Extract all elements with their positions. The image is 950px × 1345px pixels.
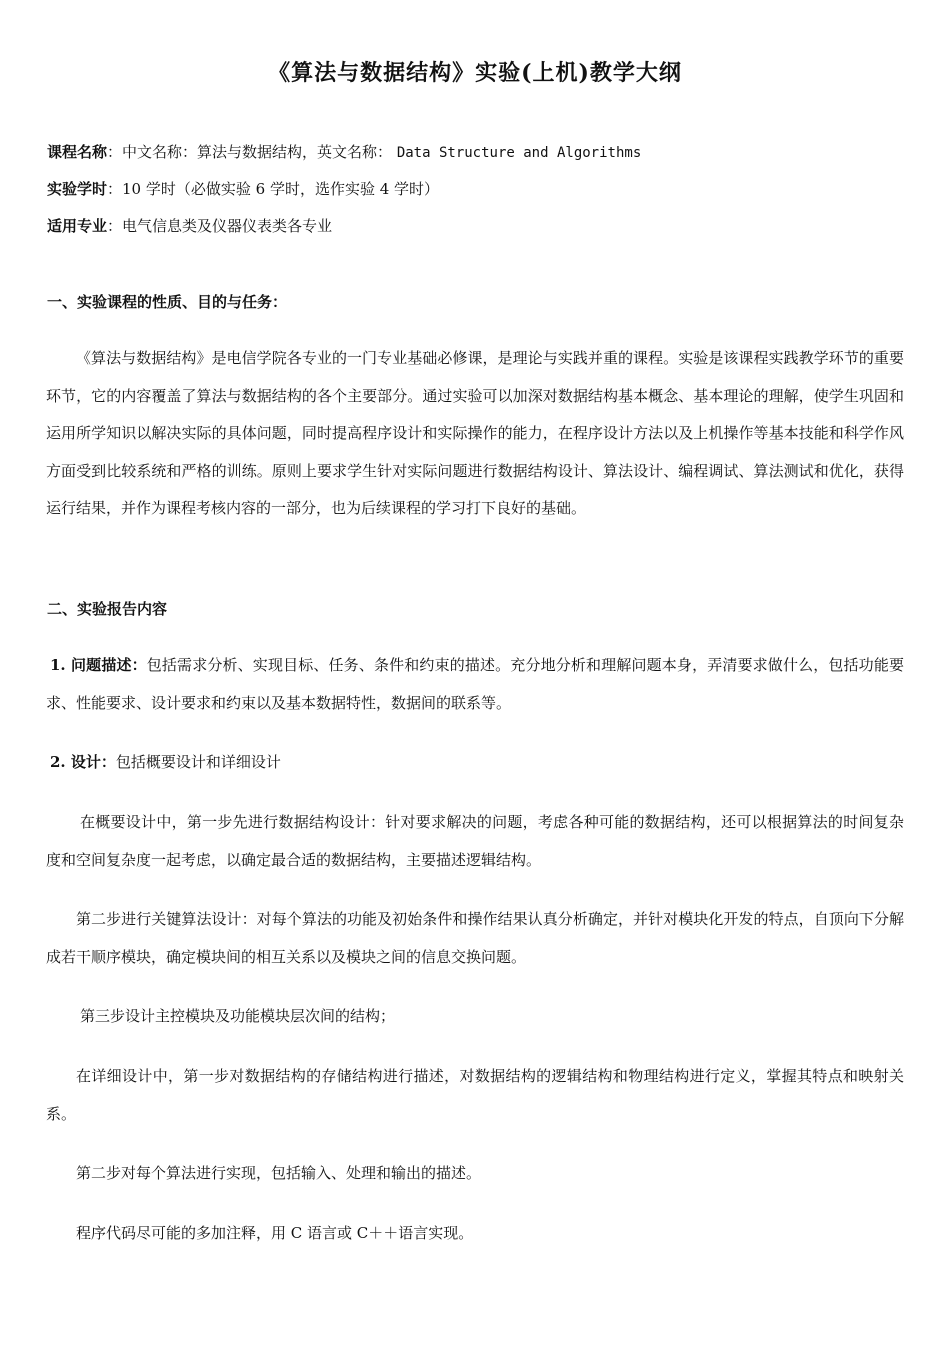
- outline-step2-paragraph: 第二步进行关键算法设计：对每个算法的功能及初始条件和操作结果认真分析确定，并针对模块化开发的特点，自顶向下分解成若干顺序模块，确定模块间的相互关系以及模块之间的信息交换问题。: [46, 910, 904, 966]
- item2-paragraph: [46, 744, 904, 782]
- item2-label: 2. 设计：: [50, 753, 116, 771]
- course-name-value-cn: ：中文名称：算法与数据结构，英文名称：: [107, 143, 393, 161]
- outline-step1-paragraph: 在概要设计中，第一步先进行数据结构设计：针对要求解决的问题，考虑各种可能的数据结构，还可以根据算法的时间复杂度和空间复杂度一起考虑，以确定最合适的数据结构，主要描述逻辑结构。: [46, 813, 904, 869]
- hours-line: [47, 179, 439, 199]
- item2-body: 包括概要设计和详细设计: [115, 753, 281, 771]
- section1-body: 《算法与数据结构》是电信学院各专业的一门专业基础必修课，是理论与实践并重的课程。实验是该课程实践教学环节的重要环节，它的内容覆盖了算法与数据结构的各个主要部分。通过实验可以加深对数据结构基本概念、基本理论的理解，使学生巩固和运用所学知识以解决实际的具体问题，同时提高程序设计和实际操作的能力，在程序设计方法以及上机操作等基本技能和科学作风方面受到比较系统和严格的训练。原则上要求学生针对实际问题进行数据结构设计、算法设计、编程调试、算法测试和优化，获得运行结果，并作为课程考核内容的一部分，也为后续课程的学习打下良好的基础。: [46, 349, 904, 517]
- item1-label: 1. 问题描述：: [50, 656, 147, 674]
- document-title: 《算法与数据结构》实验(上机)教学大纲: [268, 60, 682, 86]
- course-name-value-en: Data Structure and Algorithms: [396, 145, 642, 161]
- item1-paragraph: [46, 647, 904, 722]
- major-value: ：电气信息类及仪器仪表类各专业: [107, 217, 333, 235]
- section2-heading: 二、实验报告内容: [47, 600, 168, 618]
- major-line: [47, 216, 332, 236]
- item1-body: 包括需求分析、实现目标、任务、条件和约束的描述。充分地分析和理解问题本身，弄清要求做什么，包括功能要求、性能要求、设计要求和约束以及基本数据特性，数据间的联系等。: [46, 656, 904, 712]
- outline-step3-paragraph: 第三步设计主控模块及功能模块层次间的结构；: [80, 1007, 396, 1025]
- course-name-label: 课程名称: [47, 143, 108, 161]
- detail-step1-paragraph: 在详细设计中，第一步对数据结构的存储结构进行描述，对数据结构的逻辑结构和物理结构进行定义，掌握其特点和映射关系。: [46, 1067, 904, 1123]
- section1-heading: 一、实验课程的性质、目的与任务：: [47, 293, 288, 311]
- major-label: 适用专业: [47, 217, 108, 235]
- hours-label: 实验学时: [47, 180, 108, 198]
- hours-value: ：10 学时（必做实验 6 学时，选作实验 4 学时）: [107, 180, 440, 198]
- course-name-line: [47, 142, 641, 163]
- detail-step2-paragraph: 第二步对每个算法进行实现，包括输入、处理和输出的描述。: [76, 1164, 482, 1182]
- code-note-paragraph: 程序代码尽可能的多加注释，用 C 语言或 C＋＋语言实现。: [76, 1224, 474, 1242]
